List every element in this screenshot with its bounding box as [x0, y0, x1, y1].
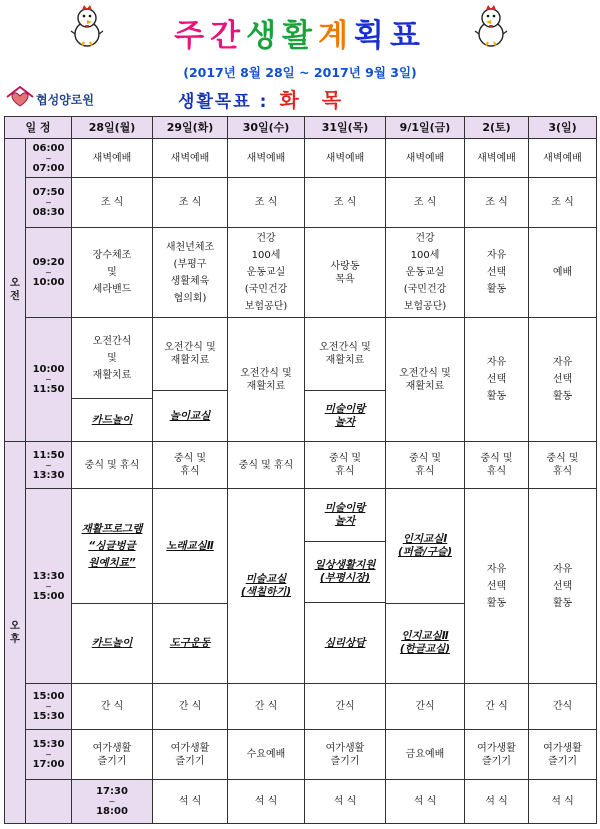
- section-spacer: [26, 780, 72, 824]
- activity-cell: [72, 489, 153, 684]
- activity-line: 목욕: [335, 273, 355, 285]
- activity-cell: 간 식: [228, 684, 305, 730]
- title-char: 계: [317, 18, 354, 54]
- title-char: 활: [282, 18, 318, 54]
- activity-line: 협의회): [173, 292, 207, 304]
- header-day: 9/1일(금): [386, 117, 465, 139]
- activity-line: 수요예배: [246, 749, 286, 760]
- activity-top: [72, 318, 152, 399]
- activity-line: 여가생활: [543, 742, 582, 754]
- activity-top: [305, 489, 385, 542]
- activity-cell: 새벽예배: [305, 139, 386, 178]
- table-row: [5, 228, 597, 318]
- heart-house-icon: [5, 86, 35, 108]
- activity-line: 즐기기: [330, 755, 360, 767]
- section-pm: 오 후: [5, 442, 26, 824]
- activity-cell: [228, 318, 305, 442]
- title-char: 표: [389, 18, 426, 54]
- activity-line: 미술교실: [245, 573, 287, 585]
- title-char: 획: [353, 18, 390, 54]
- activity-line: 재활치료: [170, 355, 210, 366]
- activity-cell: [386, 442, 465, 489]
- activity-line: 중식 및: [328, 453, 362, 464]
- activity-line: 중식 및: [408, 453, 442, 464]
- activity-line: (부평구: [173, 258, 207, 270]
- activity-cell: 조 식: [386, 178, 465, 228]
- activity-bottom: 카드놀이: [91, 413, 133, 426]
- time-cell: 11:50 ~ 13:30: [26, 442, 72, 489]
- activity-line: 즐기기: [482, 755, 511, 767]
- header-schedule: 일 정: [5, 117, 72, 139]
- activity-line: 및: [107, 267, 117, 278]
- title-row: [0, 0, 600, 64]
- activity-bottom: 도구운동: [169, 636, 211, 649]
- activity-cell: 새벽예배: [153, 139, 228, 178]
- activity-cell: [386, 489, 465, 684]
- activity-line: 활동: [552, 597, 573, 609]
- header-day: 28일(월): [72, 117, 153, 139]
- activity-cell: [153, 489, 228, 684]
- activity-line: 사랑동: [330, 260, 360, 272]
- activity-line: 오전간식 및: [399, 367, 451, 379]
- activity-line: 즐기기: [97, 755, 127, 767]
- activity-line: 건강: [415, 233, 435, 244]
- activity-cell: [305, 228, 386, 318]
- activity-line: 자유: [486, 357, 507, 368]
- activity-cell: [72, 730, 153, 780]
- time-cell: 13:30 ~ 15:00: [26, 489, 72, 684]
- activity-cell: [465, 489, 529, 684]
- activity-line: 원예치료”: [88, 556, 136, 569]
- activity-cell: [72, 442, 153, 489]
- header-day: 31일(목): [305, 117, 386, 139]
- activity-line: 자유: [486, 250, 507, 261]
- activity-cell: 조 식: [465, 178, 529, 228]
- activity-cell: [386, 730, 465, 780]
- time-cell: 10:00 ~ 11:50: [26, 318, 72, 442]
- table-row: [5, 489, 597, 684]
- period-range: (2017년 8월 28일 ~ 2017년 9월 3일): [183, 65, 417, 80]
- activity-cell: 간 식: [465, 684, 529, 730]
- activity-cell: [305, 318, 386, 442]
- activity-line: 재활치료: [325, 355, 365, 366]
- activity-cell: [465, 730, 529, 780]
- activity-line: 자유: [486, 563, 507, 575]
- page-title: [110, 10, 490, 55]
- activity-cell: 석 식: [305, 780, 386, 824]
- activity-top: [153, 318, 227, 391]
- activity-cell: 석 식: [465, 780, 529, 824]
- activity-line: 휴식: [552, 466, 573, 477]
- activity-line: 활동: [486, 391, 507, 402]
- activity-cell: [228, 730, 305, 780]
- activity-line: 선택: [552, 580, 573, 592]
- activity-cell: 새벽예배: [72, 139, 153, 178]
- activity-line: 선택: [486, 580, 507, 592]
- activity-cell: 석 식: [529, 780, 597, 824]
- activity-line: (퍼즐/구슬): [397, 546, 452, 558]
- activity-line: 세라밴드: [92, 284, 132, 295]
- activity-line: 선택: [486, 374, 507, 385]
- activity-cell: [305, 442, 386, 489]
- activity-top: [72, 490, 152, 604]
- time-cell: 09:20 ~ 10:00: [26, 228, 72, 318]
- activity-line: 자유: [552, 357, 573, 368]
- activity-line: 놀자: [334, 416, 356, 428]
- activity-cell: 간식: [529, 684, 597, 730]
- activity-line: 재활프로그램: [81, 522, 143, 535]
- activity-cell: 조 식: [305, 178, 386, 228]
- activity-cell: 간식: [386, 684, 465, 730]
- activity-line: 휴식: [486, 466, 507, 477]
- title-char: 간: [210, 18, 247, 54]
- activity-line: 운동교실: [246, 267, 286, 278]
- activity-line: 100세: [251, 250, 281, 261]
- time-cell: 17:30 ~ 18:00: [72, 780, 153, 824]
- activity-line: 자유: [552, 563, 573, 575]
- table-row: [5, 139, 597, 178]
- activity-top: 노래교실Ⅱ: [153, 490, 227, 604]
- title-char: 주: [174, 18, 211, 54]
- activity-line: 놀자: [334, 515, 356, 527]
- activity-cell: [465, 442, 529, 489]
- activity-line: 중식 및 휴식: [84, 459, 140, 471]
- activity-line: 금요예배: [405, 749, 445, 760]
- activity-line: 중식 및: [173, 453, 207, 464]
- activity-line: “싱글벙글: [88, 539, 136, 552]
- activity-line: 생활체육: [170, 275, 210, 287]
- activity-line: (한글교실): [399, 643, 451, 655]
- activity-cell: [72, 228, 153, 318]
- header-day: 2(토): [465, 117, 529, 139]
- activity-line: 일상생활지원: [314, 559, 376, 571]
- activity-line: 오전간식 및: [164, 342, 216, 353]
- activity-cell: 석 식: [228, 780, 305, 824]
- activity-cell: [465, 318, 529, 442]
- table-row: [5, 684, 597, 730]
- activity-line: 재활치료: [246, 380, 286, 392]
- activity-line: 휴식: [415, 466, 435, 477]
- activity-line: 선택: [486, 267, 507, 278]
- activity-cell: [386, 228, 465, 318]
- activity-line: 미술이랑: [324, 403, 366, 415]
- activity-line: 새천년체조: [165, 241, 215, 253]
- activity-line: 인지교실Ⅰ: [402, 533, 448, 545]
- activity-line: 즐기기: [548, 755, 577, 767]
- activity-line: 보험공단): [403, 301, 447, 312]
- time-cell: 06:00 ~ 07:00: [26, 139, 72, 178]
- activity-top: [386, 490, 464, 604]
- activity-line: 여가생활: [477, 742, 516, 754]
- goal-label: 생활목표 :: [178, 92, 269, 112]
- activity-bottom: 놀이교실: [169, 409, 211, 422]
- activity-cell: [529, 228, 597, 318]
- activity-line: 오전간식 및: [319, 342, 371, 353]
- activity-cell: 새벽예배: [228, 139, 305, 178]
- activity-cell: [465, 228, 529, 318]
- activity-line: 중식 및: [480, 453, 513, 464]
- activity-middle: [305, 542, 385, 603]
- activity-line: 활동: [486, 597, 507, 609]
- activity-cell: 조 식: [529, 178, 597, 228]
- activity-line: 예배: [552, 267, 573, 278]
- activity-line: 인지교실Ⅱ: [401, 630, 449, 642]
- activity-cell: [529, 442, 597, 489]
- activity-cell: 석 식: [386, 780, 465, 824]
- goal-value: 화 목: [279, 88, 350, 112]
- header-day: 29일(화): [153, 117, 228, 139]
- time-cell: 15:00 ~ 15:30: [26, 684, 72, 730]
- activity-cell: [228, 489, 305, 684]
- activity-line: 즐기기: [175, 755, 205, 767]
- activity-line: 재활치료: [92, 369, 132, 381]
- activity-line: 재활치료: [405, 380, 445, 392]
- activity-line: 운동교실: [405, 267, 445, 278]
- activity-cell: 조 식: [153, 178, 228, 228]
- activity-line: 및: [107, 352, 117, 364]
- activity-cell: [529, 730, 597, 780]
- header-day: 3(일): [529, 117, 597, 139]
- activity-cell: [153, 730, 228, 780]
- activity-line: 휴식: [335, 466, 355, 477]
- activity-cell: [153, 442, 228, 489]
- activity-line: 선택: [552, 374, 573, 385]
- activity-line: 오전간식: [92, 335, 132, 347]
- institution-logo: [5, 85, 130, 109]
- table-row: [5, 730, 597, 780]
- activity-bottom: 카드놀이: [91, 636, 133, 649]
- activity-cell: 새벽예배: [529, 139, 597, 178]
- time-cell: 15:30 ~ 17:00: [26, 730, 72, 780]
- activity-line: 활동: [552, 391, 573, 402]
- activity-cell: 조 식: [228, 178, 305, 228]
- activity-line: (국민건강: [244, 284, 288, 295]
- activity-line: 휴식: [180, 466, 200, 477]
- activity-line: 여가생활: [170, 742, 210, 754]
- activity-line: 오전간식 및: [240, 367, 292, 379]
- activity-line: 보험공단): [244, 301, 288, 312]
- header-day: 30일(수): [228, 117, 305, 139]
- header-row: [5, 117, 597, 139]
- chick-icon: [70, 4, 104, 48]
- activity-line: 건강: [256, 233, 276, 244]
- activity-cell: [529, 489, 597, 684]
- activity-line: 100세: [410, 250, 440, 261]
- activity-line: 중식 및: [546, 453, 579, 464]
- activity-line: (국민건강: [403, 284, 447, 295]
- activity-bottom: [386, 604, 464, 683]
- activity-line: 여가생활: [92, 742, 132, 754]
- activity-line: (부평시장): [319, 572, 371, 584]
- activity-line: 미술이랑: [324, 502, 366, 514]
- table-row: [5, 178, 597, 228]
- chick-icon: [474, 4, 508, 48]
- activity-bottom: 심리상담: [324, 636, 366, 649]
- section-am: 오 전: [5, 139, 26, 442]
- activity-line: (색칠하기): [240, 586, 292, 598]
- activity-cell: 간식: [305, 684, 386, 730]
- activity-cell: 새벽예배: [386, 139, 465, 178]
- activity-cell: 새벽예배: [465, 139, 529, 178]
- activity-cell: [153, 318, 228, 442]
- activity-cell: [153, 228, 228, 318]
- activity-bottom: [305, 391, 385, 441]
- activity-cell: 조 식: [72, 178, 153, 228]
- activity-cell: [386, 318, 465, 442]
- table-row: [5, 442, 597, 489]
- activity-cell: [228, 228, 305, 318]
- time-cell: 07:50 ~ 08:30: [26, 178, 72, 228]
- activity-line: 활동: [486, 284, 507, 295]
- activity-line: 여가생활: [325, 742, 365, 754]
- activity-cell: 석 식: [153, 780, 228, 824]
- activity-cell: [305, 489, 386, 684]
- life-goal: [178, 84, 349, 113]
- activity-cell: [305, 730, 386, 780]
- activity-cell: [529, 318, 597, 442]
- activity-cell: [72, 318, 153, 442]
- weekly-schedule-table: [4, 116, 597, 824]
- table-row: [5, 780, 597, 824]
- activity-top: [305, 318, 385, 391]
- activity-line: 장수체조: [92, 250, 132, 261]
- activity-cell: [228, 442, 305, 489]
- activity-cell: 간 식: [153, 684, 228, 730]
- institution-name: 협성양로원: [36, 93, 94, 107]
- table-row: [5, 318, 597, 442]
- activity-cell: 간 식: [72, 684, 153, 730]
- title-char: 생: [246, 18, 283, 54]
- activity-line: 중식 및 휴식: [238, 459, 294, 471]
